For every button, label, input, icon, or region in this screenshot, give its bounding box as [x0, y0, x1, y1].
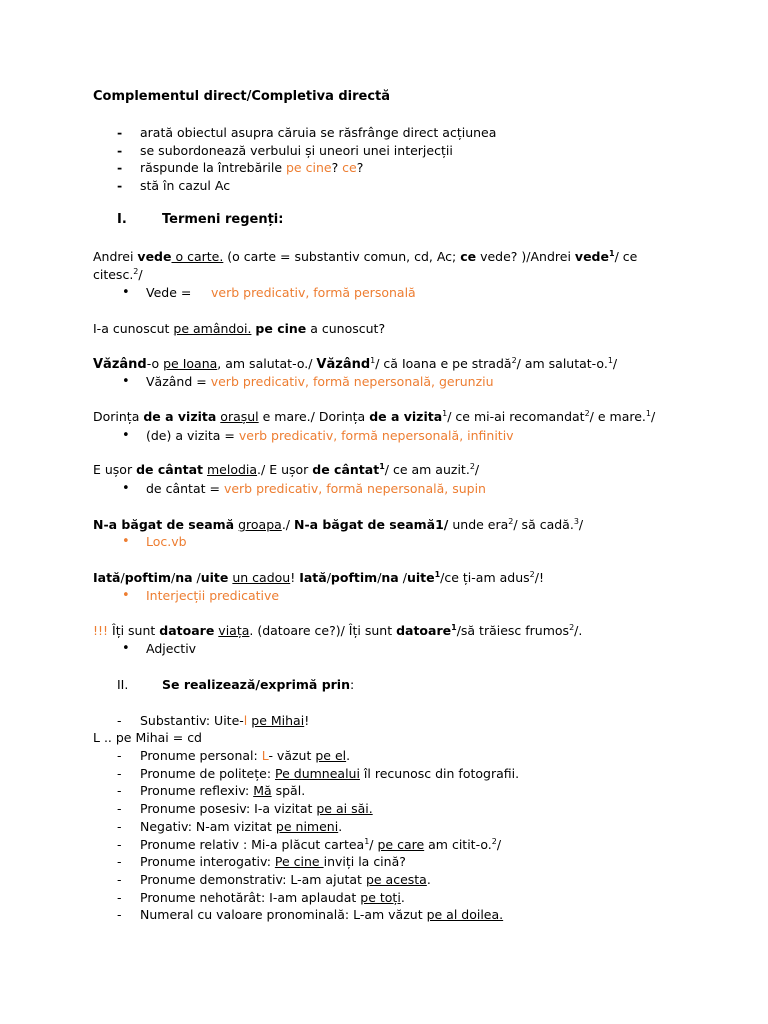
- example-8: !!! Îți sunt datoare viața. (datoare ce?)/ Îți sunt datoare$^1$/să trăiesc frumos$^2$/.: [93, 622, 583, 638]
- list-note: L .. pe Mihai = cd: [93, 730, 202, 745]
- example-4: Dorința de a vizita orașul e mare./ Dorința de a vizita$^1$/ ce mi-ai recomandat$^2$/ e mare.$^1$/: [93, 408, 656, 424]
- example-6: N-a băgat de seamă groapa./ N-a băgat de seamă1/ unde era$^2$/ să cadă.$^3$/: [93, 516, 584, 532]
- example-1-line-2: citesc.$^2$/: [93, 266, 143, 282]
- example-2: I-a cunoscut pe amândoi. pe cine a cunoscut?: [93, 321, 386, 336]
- example-5: E ușor de cântat melodia./ E ușor de cântat$^1$/ ce am auzit.$^2$/: [93, 461, 480, 477]
- example-3: Văzând-o pe Ioana, am salutat-o./ Văzând$^1$/ că Ioana e pe stradă$^2$/ am salutat-o.$^1$/: [93, 355, 618, 372]
- example-7: Iată/poftim/na /uite un cadou! Iată/poftim/na /uite$^1$/ce ți-am adus$^2$/!: [93, 569, 544, 585]
- page-title: Complementul direct/Completiva directă: [93, 89, 391, 104]
- example-1-line-1: Andrei vede o carte. (o carte = substantiv comun, cd, Ac; ce vede? )/Andrei vede$^1$/ ce: [93, 248, 638, 264]
